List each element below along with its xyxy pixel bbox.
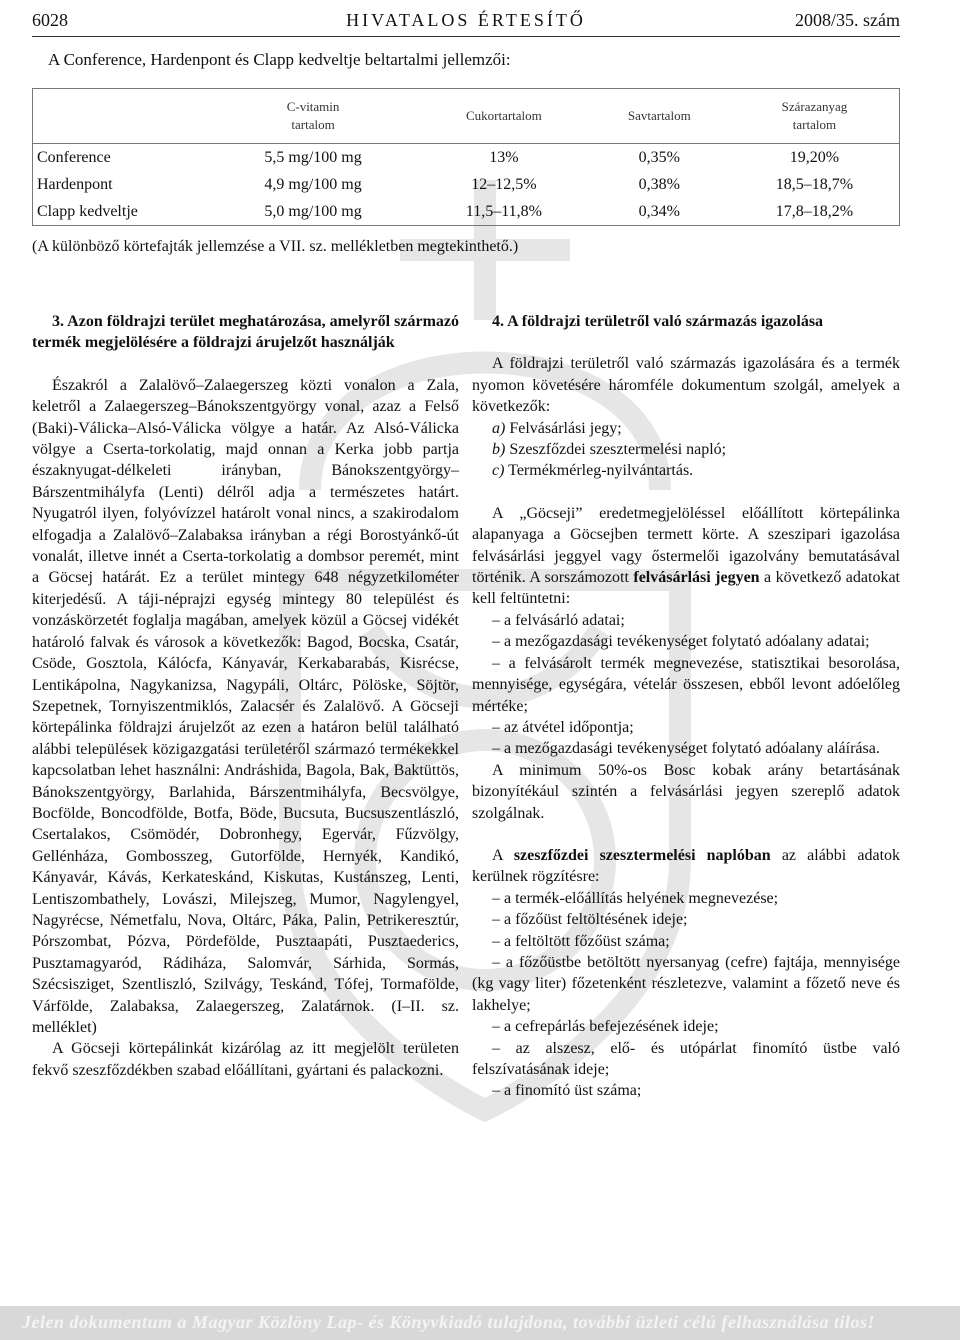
table-header-row bbox=[33, 89, 900, 144]
ticket-data-item: – az átvétel időpontja; bbox=[492, 718, 634, 736]
log-data-item: – a főzőüstbe betöltött nyersanyag (cefre) fajtája, mennyisége (kg vagy liter) főzetenként részletezve, valamint a főzető neve és lakhelye; bbox=[472, 953, 900, 1014]
characteristics-table bbox=[32, 88, 900, 226]
table-header-cell: Savtartalom bbox=[627, 108, 691, 123]
issue-number: 2008/35. szám bbox=[795, 10, 900, 30]
table-cell: 13% bbox=[489, 148, 519, 166]
log-data-item: – a finomító üst száma; bbox=[492, 1082, 642, 1100]
document-list-item: a) Felvásárlási jegy; bbox=[492, 419, 622, 437]
production-paragraph: A Göcseji körtepálinkát kizárólag az itt megjelölt területen fekvő szeszfőzdékben szabad előállítani, gyártani és palackozni. bbox=[32, 1040, 459, 1079]
ticket-data-item: – a felvásárolt termék megnevezése, statisztikai besorolása, mennyisége, egységára, vételár összesen, ebből levont adóelőleg mértéke; bbox=[472, 654, 900, 715]
table-cell: Clapp kedveltje bbox=[37, 202, 138, 220]
ticket-data-item: – a mezőgazdasági tevékenységet folytató adóalany aláírása. bbox=[492, 740, 880, 758]
bosc-ratio-paragraph: A minimum 50%-os Bosc kobak arány betartásának bizonyítékául szintén a felvásárlási jegyen szereplő adatok szolgálnak. bbox=[472, 761, 900, 822]
ticket-data-item: – a mezőgazdasági tevékenységet folytató adóalany adatai; bbox=[492, 633, 870, 651]
copyright-notice: Jelen dokumentum a Magyar Közlöny Lap- és Könyvkiadó tulajdona, további üzleti célú felhasználása tilos! bbox=[22, 1312, 876, 1332]
copyright-footer bbox=[0, 1306, 960, 1340]
table-cell: 11,5–11,8% bbox=[465, 202, 542, 220]
log-data-item: – a termék-előállítás helyének megnevezése; bbox=[492, 889, 779, 907]
table-row bbox=[33, 198, 900, 226]
table-cell: 17,8–18,2% bbox=[775, 202, 854, 220]
distillery-log-paragraph: A szeszfőzdei szesztermelési naplóban az alábbi adatok kerülnek rögzítésre: bbox=[472, 846, 901, 886]
page-header bbox=[32, 8, 900, 36]
log-data-item: – az alszesz, elő- és utópárlat finomító üstbe való felszívatásának ideje; bbox=[472, 1039, 900, 1078]
table-note: (A különböző körtefajták jellemzése a VII. sz. mellékletben megtekinthető.) bbox=[32, 238, 519, 255]
table-cell: 5,0 mg/100 mg bbox=[264, 202, 362, 220]
origin-proof-paragraph: A földrajzi területről való származás igazolására és a termék nyomon követésére háromféle dokumentum szolgál, amelyek a következők: bbox=[472, 355, 900, 416]
table-header-cell: Cukortartalom bbox=[465, 108, 542, 123]
table-header-cell: Szárazanyag tartalom bbox=[781, 99, 848, 132]
table-row bbox=[33, 171, 900, 198]
area-description-paragraph: Északról a Zalalövő–Zalaegerszeg közti vonalon a Zala, keletről a Zalaegerszeg–Bánokszentgyörgy vonal, azaz a Felső (Baki)-Válicka–Alsó-Válicka völgye a határ. Az Alsó-Válicka völgye a Cserta-torkolatig, majd onnan a Kerka jobb partja északnyugat-délkeleti irányban, Bánokszentgyörgy–Bárszentmihályfa (Lenti) délről adja a természetes határt. Nyugatról ilyen, folyóvízzel határolt vonal nincs, a szakirodalom elfogadja a Zalalövő–Zalabaksa irányban a régi Borostyánkő-út vonalát, illetve innét a Cserta-torkolatig a dombsor peremét, mint a Göcsej határát. Ez a terület mintegy 648 négyzetkilométer kiterjedésű. A táji-néprajzi egység mintegy 80 települést és vonzáskörzetét foglalja magában, amelyek közül a Göcsej vidékét határoló falvak és városok a következők: Bagod, Bocska, Csatár, Csöde, Gosztola, Kálócfa, Kányavár, Kerkabarabás, Kisrécse, Lentikápolna, Nagykanizsa, Nagypáli, Oltárc, Pölöske, Söjtör, Szepetnek, Tornyiszentmiklós, Zalacsér és Zalalövő. A Göcseji körtepálinka földrajzi árujelzőt az ezen a határon belül található alábbi települések közigazgatási területéről származó termékekkel kapcsolatban lehet használni: Andráshida, Bagola, Bak, Baktüttös, Bánokszentgyörgy, Barlahida, Bárszentmihályfa, Becsvölgye, Bocfölde, Boncodfölde, Botfa, Böde, Bucsuta, Bucsuszentlászló, Csertalakos, Csömödér, Dobronhegy, Egervár, Fűzvölgy, Gellénháza, Gombosszeg, Gutorfölde, Hernyék, Kandikó, Kányavár, Kávás, Kerkateskánd, Kiskutas, Kustánszeg, Lenti, Lentiszombathely, Lovászi, Milejszeg, Mumor, Nagylengyel, Nagyrécse, Németfalu, Nova, Oltárc, Páka, Palin, Petrikeresztúr, Pórszombat, Pózva, Pördefölde, Pusztaapáti, Pusztaederics, Pusztamagyaród, Rádiháza, Salomvár, Sárhida, Sormás, Szécsisziget, Szentliszló, Szilvágy, Teskánd, Tófej, Tormafölde, Várfölde, Zalabaksa, Zalaegerszeg, Zalatárnok. (I–II. sz. melléklet) bbox=[32, 376, 459, 1036]
ticket-data-item: – a felvásárló adatai; bbox=[492, 611, 625, 629]
table-cell: 19,20% bbox=[789, 148, 840, 166]
table-row bbox=[33, 144, 900, 172]
table-cell: Conference bbox=[37, 148, 111, 166]
section-3-heading: 3. Azon földrajzi terület meghatározása, amelyről származó termék megjelölésére a földrajzi árujelzőt használják bbox=[32, 313, 459, 352]
right-column bbox=[472, 311, 900, 1102]
table-cell: Hardenpont bbox=[37, 175, 113, 193]
table-cell: 4,9 mg/100 mg bbox=[264, 175, 362, 193]
document-list-item: b) Szeszfőzdei szesztermelési napló; bbox=[492, 441, 727, 459]
document-list-item: c) Termékmérleg-nyilvántartás. bbox=[492, 462, 694, 480]
table-header-cell: C-vitamin tartalom bbox=[286, 99, 340, 132]
table-cell: 12–12,5% bbox=[471, 175, 537, 193]
log-data-item: – a feltöltött főzőüst száma; bbox=[492, 932, 670, 950]
log-data-item: – a cefrepárlás befejezésének ideje; bbox=[492, 1018, 719, 1036]
table-cell: 5,5 mg/100 mg bbox=[264, 148, 362, 166]
publication-title: HIVATALOS ÉRTESÍTŐ bbox=[346, 10, 586, 30]
table-intro: A Conference, Hardenpont és Clapp kedveltje beltartalmi jellemzői: bbox=[48, 50, 511, 69]
table-cell: 0,38% bbox=[638, 175, 680, 193]
table-cell: 0,35% bbox=[638, 148, 680, 166]
table-header-cell bbox=[33, 89, 208, 144]
log-data-item: – a főzőüst feltöltésének ideje; bbox=[492, 911, 688, 929]
page-number: 6028 bbox=[32, 10, 68, 30]
table-cell: 0,34% bbox=[638, 202, 680, 220]
purchase-ticket-paragraph: A „Göcseji” eredetmegjelöléssel előállított körtepálinka alapanyaga a Göcsejben termett körte. A szeszipari igazolása felvásárlási jeggyel vagy őstermelői igazolvány bemutatásával történik. A sorszámozott felvásárlási jegyen a következő adatokat kell feltüntetni: bbox=[472, 504, 901, 608]
left-column bbox=[32, 311, 459, 1081]
table-cell: 18,5–18,7% bbox=[775, 175, 854, 193]
section-4-heading: 4. A földrajzi területről való származás igazolása bbox=[492, 313, 824, 330]
header-rule bbox=[32, 36, 900, 37]
